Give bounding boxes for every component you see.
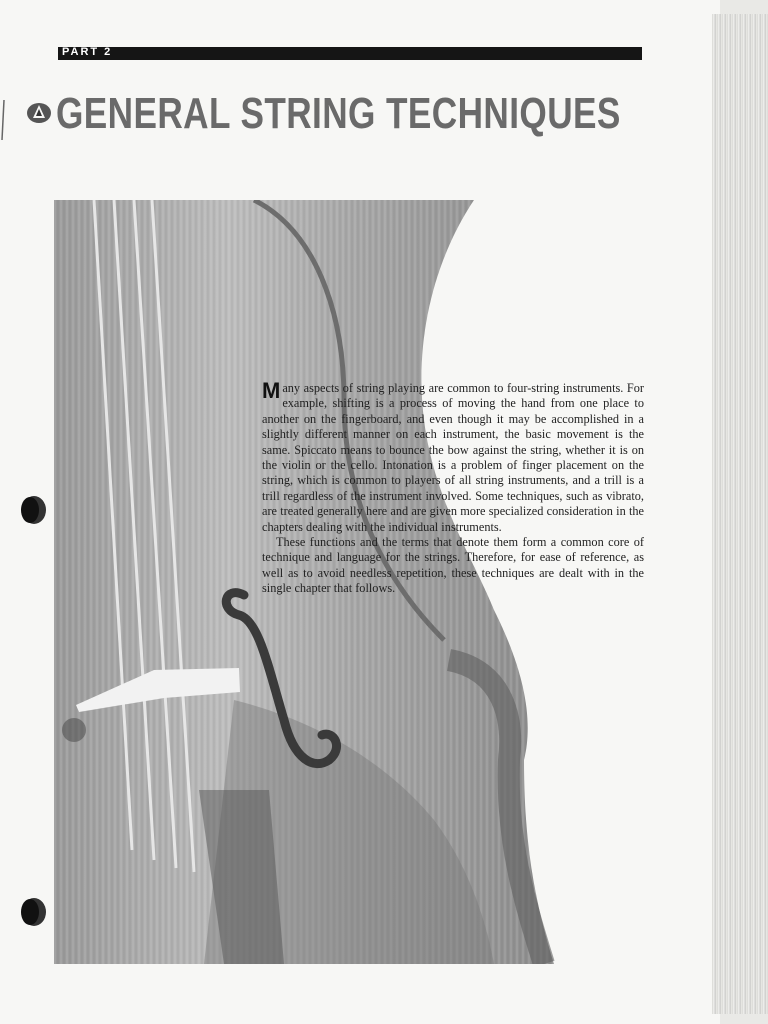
paragraph-1-text: any aspects of string playing are common to four-string instruments. For example, shifting is a process of moving the hand from one place to another on the fingerboard, and even though it may be accomplished in a slightly different manner on each instrument, the basic movement is the same. Spiccato means to bounce the bow against the string, whether it is on the violin or the cello. Intonation is a problem of finger placement on the string, which is common to players of all string instruments, and a trill is a trill regardless of the instrument involved. Some techniques, such as vibrato, are treated generally here and are given more specialized consideration in the chapters dealing with the individual instruments. [262, 381, 644, 534]
punch-hole-icon [20, 896, 46, 928]
stacked-page-edges [712, 14, 768, 1014]
drop-cap: M [262, 378, 281, 403]
part-header-bar [58, 47, 642, 60]
triangle-bullet-icon [22, 100, 52, 126]
part-label: PART 2 [62, 46, 113, 58]
body-text [262, 378, 644, 597]
paragraph-2: These functions and the terms that denote them form a common core of technique and language for the strings. Therefore, for ease of reference, as well as to avoid needless repetition, these techniques are dealt with in the single chapter that follows. [262, 535, 644, 596]
page-title: GENERAL STRING TECHNIQUES [56, 89, 621, 138]
paragraph-1 [262, 378, 644, 535]
punch-hole-icon [20, 494, 46, 526]
page-mark [0, 100, 8, 140]
